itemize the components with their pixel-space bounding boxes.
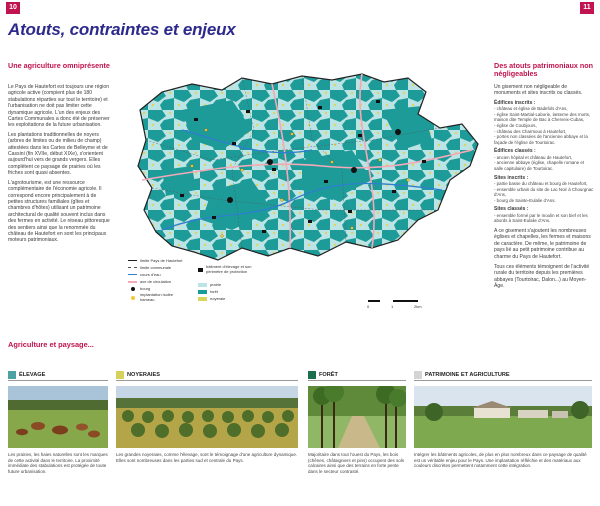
map-legend [128, 258, 328, 318]
forest-swatch-icon [198, 290, 207, 294]
page-title: Atouts, contraintes et enjeux [8, 20, 236, 39]
panel-caption: Majoritaire dans tout l'ouest du Pays, les bois (chênes, châtaigniers et pins) occupent des sols calcaires ainsi que des terrains en forte pente dans le secteur contrasté. [308, 452, 405, 474]
list-item: - ensemble urbain du site de Lac Noir à Chourgnac d'Ans, [494, 186, 594, 198]
scale-label: 1 [391, 304, 394, 309]
color-square-icon [308, 371, 316, 379]
list-item: - ensemble formé par le moulin et son bief et les abords à Saint-Eulalie d'Ans. [494, 212, 588, 224]
group-title: Édifices classés : [494, 148, 536, 155]
road-line-icon [128, 281, 137, 283]
legend-label: limite Pays de Hautefort [140, 258, 183, 263]
legend-label: implantation isolée hameau [140, 292, 174, 302]
group-title: Édifices inscrits : [494, 99, 536, 106]
left-column-text [8, 84, 112, 247]
list-item: - ancien hôpital et château de Hautefort, [494, 154, 573, 160]
list-item: - partie basse du château et bourg de Hautefort, [494, 180, 588, 186]
legend-item [128, 272, 161, 277]
legend-label: bâtiment d'élevage et son périmètre de protection [206, 264, 252, 274]
right-intro: Un gisement non négligeable de monuments et sites inscrits ou classés. [494, 84, 583, 97]
left-paragraph: Les plantations traditionnelles de noyers (arbres de limites ou de milieu de champ) attestées dans les Cartes de Belleyme et de Cassini (fin XVIIe, début XIXe), s'orientent aujourd'hui vers de grands vergers. Elles complètent ce paysage de prairies où les friches sont quasi absentes. [8, 131, 108, 177]
left-paragraph: L'agrotourisme, est une ressource complémentaire de l'économie agricole. Il correspond encore principalement à de petites structures familiales (gîtes et chambres d'hôtes) utilisant un patrimoine architectural de qualité souvent inclus dans des fermes en activité. Le réseau pittoresque des sentiers ainsi que la renommée du château de Hautefort en sont les principaux moteurs patrimoniaux. [8, 179, 110, 244]
legend-label: prairie [210, 282, 222, 287]
panel-heading-foret [308, 370, 338, 380]
legend-label: forêt [210, 289, 219, 294]
color-square-icon [414, 371, 422, 379]
list-item: - portes non classées de l'ancienne abbaye et la façade de l'église de Tourtoirac. [494, 134, 588, 145]
divider [308, 380, 406, 381]
village-dot-icon [131, 287, 135, 291]
group-title: Sites inscrits : [494, 174, 529, 181]
group-list [494, 213, 594, 224]
left-paragraph: Le Pays de Hautefort est toujours une région agricole active (compient plus de 180 stabulations réparties sur tout le territoire) et l'urbanisation ne doit pas limiter cette dynamique agricole. L'un des enjeux des Cartes Communales a donc été de préserver les exploitations de la future urbanisation. [8, 84, 110, 129]
group-list [494, 155, 594, 172]
bottom-section-title: Agriculture et paysage... [8, 340, 94, 349]
panel-heading-elevage [8, 370, 45, 380]
legend-item [128, 258, 182, 263]
section-heading-agriculture: Une agriculture omniprésente [8, 61, 110, 70]
right-paragraph: Tous ces éléments témoignent de l'activité rurale du territoire depuis les premières abbayes (Tourtoirac, Dalon...) au Moyen-Âge. [494, 263, 590, 290]
scale-bar-line [368, 300, 418, 302]
legend-item [198, 296, 225, 301]
panel-heading-label: NOYERAIES [127, 372, 160, 378]
dashed-line-icon [128, 267, 137, 268]
prairie-swatch-icon [198, 283, 207, 287]
photo-walnut-orchard [116, 386, 298, 448]
scale-label: 2km [414, 304, 422, 309]
legend-label: axe de circulation [140, 279, 172, 284]
divider [116, 380, 298, 381]
legend-label: bourg [140, 286, 151, 291]
building-square-icon [198, 268, 203, 272]
scale-bar [368, 300, 428, 314]
legend-item [128, 286, 150, 291]
panel-caption: Les grandes noyeraies, comme l'élevage, sont le témoignage d'une agriculture dynamique. Elles sont nombreuses dans les parties sud et centrale du Pays. [116, 452, 298, 463]
panel-caption: Les prairies, les haies naturelles sont les marques de cette activité dans le territoire. La proximité immédiate des stabulations est protégée de toute future urbanisation. [8, 452, 108, 474]
divider [414, 380, 592, 381]
list-item: - ancienne abbaye (église, chapelle romane et salle capitulaire) de Tourtoirac. [494, 160, 585, 171]
divider [8, 380, 108, 381]
river-line-icon [128, 274, 137, 276]
panel-caption: Intégrer les bâtiments agricoles, de plus en plus nombreux dans ce paysage de qualité est un véritable enjeu pour le Pays. Une implantation réfléchie et des matériaux aux couleurs discrètes permettent notamment cette intégration. [414, 452, 587, 469]
legend-item [198, 289, 218, 294]
legend-item [128, 279, 171, 284]
photo-forest [308, 386, 406, 448]
photo-farm-buildings [414, 386, 592, 448]
scale-bar-segment [380, 300, 393, 302]
legend-label: limite communale [140, 265, 172, 270]
color-square-icon [8, 371, 16, 379]
list-item: - église de Coubjours, [494, 123, 537, 128]
panel-heading-label: ÉLEVAGE [19, 372, 46, 378]
right-paragraph: A ce gisement s'ajoutent les nombreuses églises et chapelles, les fermes et maisons de caractère. De même, le patrimoine de pays lié au petit patrimoine contribue au charme du Pays de Hautefort. [494, 227, 591, 260]
list-item: - château et église de Badefols d'Ans, [494, 106, 568, 112]
legend-item [128, 293, 180, 302]
list-item: - bourg de Sainte-Eulalie d'Ans. [494, 197, 556, 203]
page-number-left: 10 [6, 2, 20, 14]
panel-heading-noyeraies [116, 370, 160, 380]
section-heading-patrimoine: Des atouts patrimoniaux non négligeables [494, 61, 594, 78]
group-title: Sites classés : [494, 206, 529, 213]
legend-label: cours d'eau [140, 272, 161, 277]
right-column-text [494, 84, 594, 290]
legend-item [198, 282, 221, 287]
group-list [494, 181, 594, 203]
panel-heading-label: FORÊT [319, 372, 338, 378]
walnut-swatch-icon [198, 297, 207, 301]
group-list [494, 106, 594, 145]
scale-label: 0 [367, 304, 370, 309]
color-square-icon [116, 371, 124, 379]
legend-item [128, 265, 171, 270]
panel-heading-label: PATRIMOINE ET AGRICULTURE [425, 372, 510, 378]
hamlet-dot-icon [131, 296, 135, 300]
legend-item [198, 265, 254, 274]
photo-cows [8, 386, 108, 448]
page-number-right: 11 [580, 2, 594, 14]
panel-heading-patrimoine [414, 370, 510, 380]
legend-label: noyeraie [210, 296, 226, 301]
list-item: - château des Charmoux à Hautefort, [494, 128, 567, 134]
list-item: - église Saint-Martial-Laborie, lanterne des morts, maison dite Temple de Bac à Cherveix-Cubas, [494, 111, 591, 123]
boundary-line-icon [128, 260, 137, 262]
